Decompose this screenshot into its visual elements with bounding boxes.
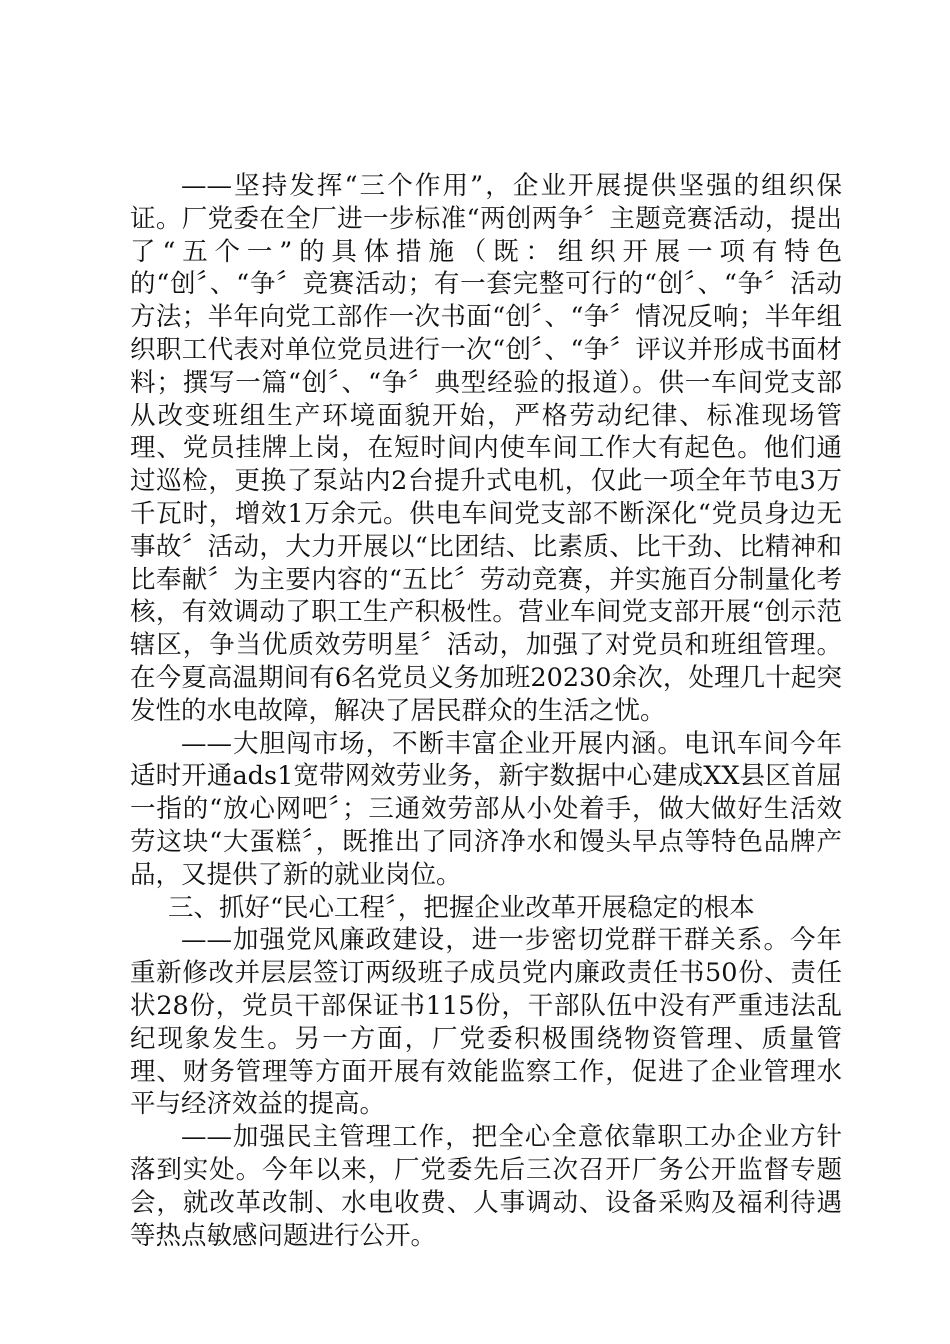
paragraph-democratic-management: ——加强民主管理工作，把全心全意依靠职工办企业方针落到实处。今年以来，厂党委先后三次召开厂务公开监督专题会，就改革改制、水电收费、人事调动、设备采购及福利待遇等热点敏感问题进行公开。 — [130, 1122, 842, 1251]
paragraph-three-roles: ——坚持发挥“三个作用”，企业开展提供坚强的组织保证。厂党委在全厂进一步标准“两创两争〞主题竞赛活动，提出了“五个一”的具体措施（既：组织开展一项有特色的“创〞、“争〞竞赛活动；有一套完整可行的“创〞、“争〞活动方法；半年向党工部作一次书面“创〞、“争〞情况反响；半年组织职工代表对单位党员进行一次“创〞、“争〞评议并形成书面材料；撰写一篇“创〞、“争〞典型经验的报道）。供一车间党支部从改变班组生产环境面貌开始，严格劳动纪律、标准现场管理、党员挂牌上岗，在短时间内使车间工作大有起色。他们通过巡检，更换了泵站内2台提升式电机，仅此一项全年节电3万千瓦时，增效1万余元。供电车间党支部不断深化“党员身边无事故〞活动，大力开展以“比团结、比素质、比干劲、比精神和比奉献〞为主要内容的“五比〞劳动竞赛，并实施百分制量化考核，有效调动了职工生产积极性。营业车间党支部开展“创示范辖区，争当优质效劳明星〞活动，加强了对党员和班组管理。在今夏高温期间有6名党员义务加班20230余次，处理几十起突发性的水电故障，解决了居民群众的生活之忧。 — [130, 171, 842, 726]
section-heading-people-project: 三、抓好“民心工程〞，把握企业改革开展稳定的根本 — [168, 892, 755, 923]
paragraph-market-expansion: ——大胆闯市场，不断丰富企业开展内涵。电讯车间今年适时开通ads1宽带网效劳业务，新宇数据中心建成XX县区首屈一指的“放心网吧〞；三通效劳部从小处着手，做大做好生活效劳这块“大蛋糕〞，既推出了同济净水和馒头早点等特色品牌产品，又提供了新的就业岗位。 — [130, 728, 842, 890]
document-page — [130, 170, 842, 1252]
paragraph-integrity-building: ——加强党风廉政建设，进一步密切党群干群关系。今年重新修改并层层签订两级班子成员党内廉政责任书50份、责任状28份，党员干部保证书115份，干部队伍中没有严重违法乱纪现象发生。另一方面，厂党委积极围绕物资管理、质量管理、财务管理等方面开展有效能监察工作，促进了企业管理水平与经济效益的提高。 — [130, 925, 842, 1120]
